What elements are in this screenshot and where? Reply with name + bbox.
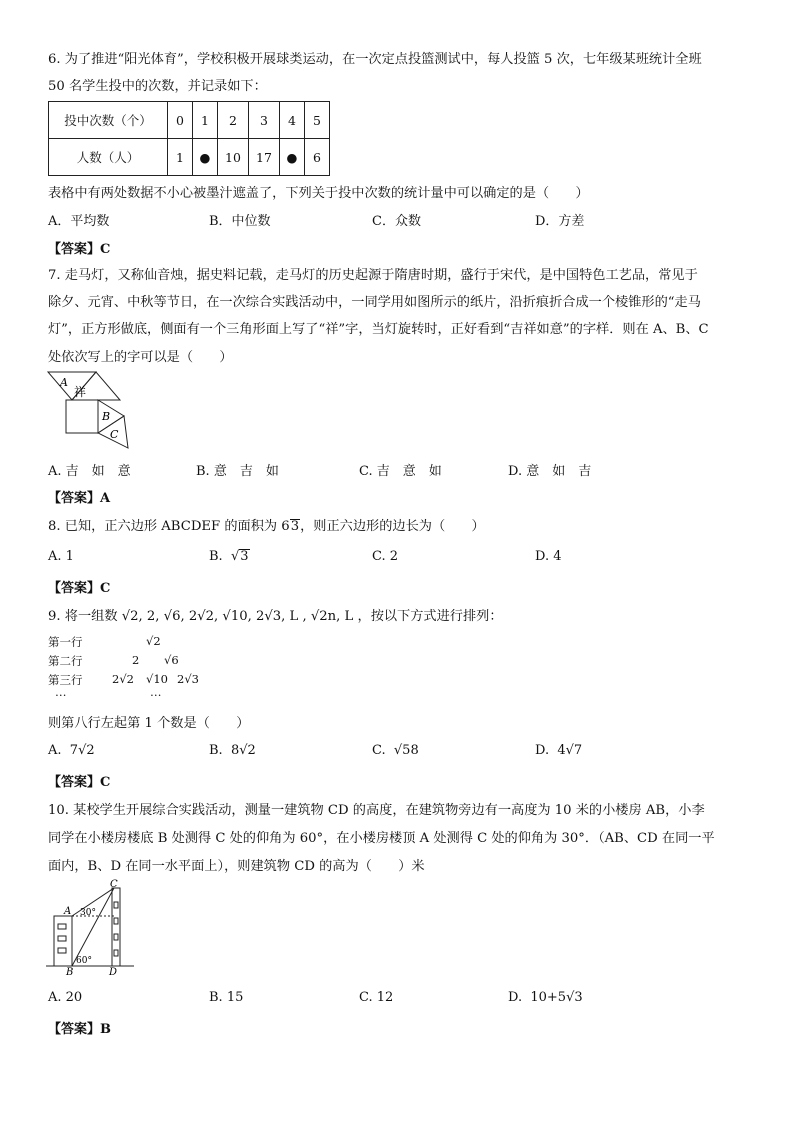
q9-row4-ellipsis: … bbox=[150, 685, 162, 699]
q8-option-a[interactable]: A. 1 bbox=[48, 549, 74, 564]
q10-building-figure bbox=[46, 878, 136, 976]
table-cell: 17 bbox=[249, 139, 280, 176]
q7-net-figure bbox=[44, 368, 134, 450]
fig-label-b: B bbox=[102, 410, 111, 423]
q9-row3-item: 2√3 bbox=[177, 672, 199, 686]
q9-answer: 【答案】C bbox=[48, 775, 111, 790]
q9-row-label-1: 第一行 bbox=[48, 635, 83, 649]
q9-option-d-value: 4√7 bbox=[557, 743, 583, 758]
fig-label-d: D bbox=[109, 967, 118, 976]
q10-answer: 【答案】B bbox=[48, 1022, 111, 1037]
q9-row3-item: 2√2 bbox=[112, 672, 134, 686]
fig-angle-60: 60° bbox=[76, 956, 92, 966]
fig-label-a: A bbox=[60, 376, 68, 389]
q6-option-b[interactable]: B．中位数 bbox=[209, 214, 271, 229]
q6-option-a[interactable]: A．平均数 bbox=[48, 214, 110, 229]
q8-option-d[interactable]: D. 4 bbox=[535, 549, 562, 564]
fig-label-c: C bbox=[110, 879, 118, 890]
fig-label-b: B bbox=[66, 967, 74, 976]
q8-text-pre: 8. 已知，正六边形 ABCDEF 的面积为 6 bbox=[48, 519, 290, 534]
q7-answer: 【答案】A bbox=[48, 491, 111, 506]
table-cell: 3 bbox=[249, 102, 280, 139]
q8-option-b-label: B. bbox=[209, 549, 223, 564]
q9-option-b-value: 8√2 bbox=[230, 743, 256, 758]
q9-text-line1: 9. 将一组数 √2, 2, √6, 2√2, √10, 2√3, L , √2n, L ，按以下方式进行排列： bbox=[48, 609, 503, 624]
q8-option-c[interactable]: C. 2 bbox=[372, 549, 399, 564]
q8-option-b[interactable]: B. √3 bbox=[209, 549, 249, 564]
q9-row-label-3: 第三行 bbox=[48, 673, 83, 687]
q7-option-c[interactable]: C. 吉 意 如 bbox=[359, 464, 442, 479]
table-cell: 10 bbox=[218, 139, 249, 176]
q10-text-line1: 10. 某校学生开展综合实践活动，测量一建筑物 CD 的高度，在建筑物旁边有一高度为 10 米的小楼房 AB，小李 bbox=[48, 803, 705, 818]
q9-option-a-label: A. bbox=[48, 743, 62, 758]
q9-option-b[interactable] bbox=[209, 743, 256, 758]
q6-text-line2: 50 名学生投中的次数，并记录如下： bbox=[48, 79, 267, 94]
table-row bbox=[49, 139, 330, 176]
table-cell: 6 bbox=[305, 139, 330, 176]
q6-text-line3: 表格中有两处数据不小心被墨汁遮盖了，下列关于投中次数的统计量中可以确定的是（ ） bbox=[48, 186, 589, 201]
q9-text-line2: 则第八行左起第 1 个数是（ ） bbox=[48, 716, 250, 731]
q8-option-b-radicand: 3 bbox=[240, 549, 249, 564]
q9-row3-item: √10 bbox=[146, 672, 168, 686]
q7-text-line2: 除夕、元宵、中秋等节日，在一次综合实践活动中，一同学用如图所示的纸片，沿折痕折合成一个棱锥形的“走马 bbox=[48, 295, 701, 310]
q10-option-c[interactable]: C. 12 bbox=[359, 990, 394, 1005]
q9-row2-item: 2 bbox=[132, 653, 140, 667]
table-cell: 2 bbox=[218, 102, 249, 139]
fig-label-c: C bbox=[110, 428, 119, 441]
table-row-head: 人数（人） bbox=[49, 139, 168, 176]
fig-label-xiang: 祥 bbox=[74, 385, 87, 399]
q7-text-line1: 7. 走马灯，又称仙音烛，据史料记载，走马灯的历史起源于隋唐时期，盛行于宋代，是中国特色工艺品，常见于 bbox=[48, 268, 698, 283]
q9-row1-item: √2 bbox=[146, 634, 161, 648]
fig-label-a: A bbox=[64, 906, 72, 917]
q10-option-a[interactable]: A. 20 bbox=[48, 990, 83, 1005]
q9-option-c[interactable] bbox=[372, 743, 419, 758]
q9-option-a[interactable] bbox=[48, 743, 95, 758]
table-cell: 1 bbox=[193, 102, 218, 139]
q9-option-a-value: 7√2 bbox=[69, 743, 95, 758]
q10-text-line2: 同学在小楼房楼底 B 处测得 C 处的仰角为 60°，在小楼房楼顶 A 处测得 C 处的仰角为 30°．（AB、CD 在同一平 bbox=[48, 831, 715, 846]
q7-option-a[interactable]: A. 吉 如 意 bbox=[48, 464, 131, 479]
q9-option-c-value: √58 bbox=[393, 743, 419, 758]
q7-text-line3: 灯”，正方形做底，侧面有一个三角形面上写了“祥”字，当灯旋转时，正好看到“吉祥如意”的字样．则在 A、B、C bbox=[48, 322, 709, 337]
table-cell: 1 bbox=[168, 139, 193, 176]
table-cell: 4 bbox=[280, 102, 305, 139]
q9-option-c-label: C. bbox=[372, 743, 386, 758]
q8-answer: 【答案】C bbox=[48, 581, 111, 596]
q10-text-line3: 面内，B、D 在同一水平面上），则建筑物 CD 的高为（ ）米 bbox=[48, 859, 425, 874]
q8-text-post: ，则正六边形的边长为（ ） bbox=[300, 519, 485, 534]
q9-option-d-label: D. bbox=[535, 743, 550, 758]
table-cell: ● bbox=[280, 139, 305, 176]
q6-text-line1: 6. 为了推进“阳光体育”，学校积极开展球类运动，在一次定点投篮测试中，每人投篮 5 次，七年级某班统计全班 bbox=[48, 52, 702, 67]
q10-option-d-label: D. bbox=[508, 990, 523, 1005]
q10-option-d-value: 10+5√3 bbox=[530, 990, 583, 1005]
q9-option-d[interactable] bbox=[535, 743, 582, 758]
q9-row-label-ellipsis: … bbox=[55, 685, 67, 699]
q9-option-b-label: B. bbox=[209, 743, 223, 758]
table-cell: 5 bbox=[305, 102, 330, 139]
q6-option-c[interactable]: C．众数 bbox=[372, 214, 421, 229]
q7-option-d[interactable]: D. 意 如 吉 bbox=[508, 464, 592, 479]
table-row bbox=[49, 102, 330, 139]
q8-text-line1 bbox=[48, 515, 485, 535]
q6-table bbox=[48, 101, 330, 176]
q10-option-b[interactable]: B. 15 bbox=[209, 990, 244, 1005]
table-cell: 0 bbox=[168, 102, 193, 139]
fig-angle-30: 30° bbox=[80, 908, 96, 918]
q7-option-b[interactable]: B. 意 吉 如 bbox=[196, 464, 279, 479]
q7-text-line4: 处依次写上的字可以是（ ） bbox=[48, 350, 233, 365]
table-row-head: 投中次数（个） bbox=[49, 102, 168, 139]
q6-answer: 【答案】C bbox=[48, 242, 111, 257]
table-cell: ● bbox=[193, 139, 218, 176]
q10-option-d[interactable] bbox=[508, 990, 583, 1005]
q9-row-label-2: 第二行 bbox=[48, 654, 83, 668]
q8-radicand: 3 bbox=[290, 519, 300, 534]
q6-option-d[interactable]: D．方差 bbox=[535, 214, 585, 229]
q9-row2-item: √6 bbox=[164, 653, 179, 667]
